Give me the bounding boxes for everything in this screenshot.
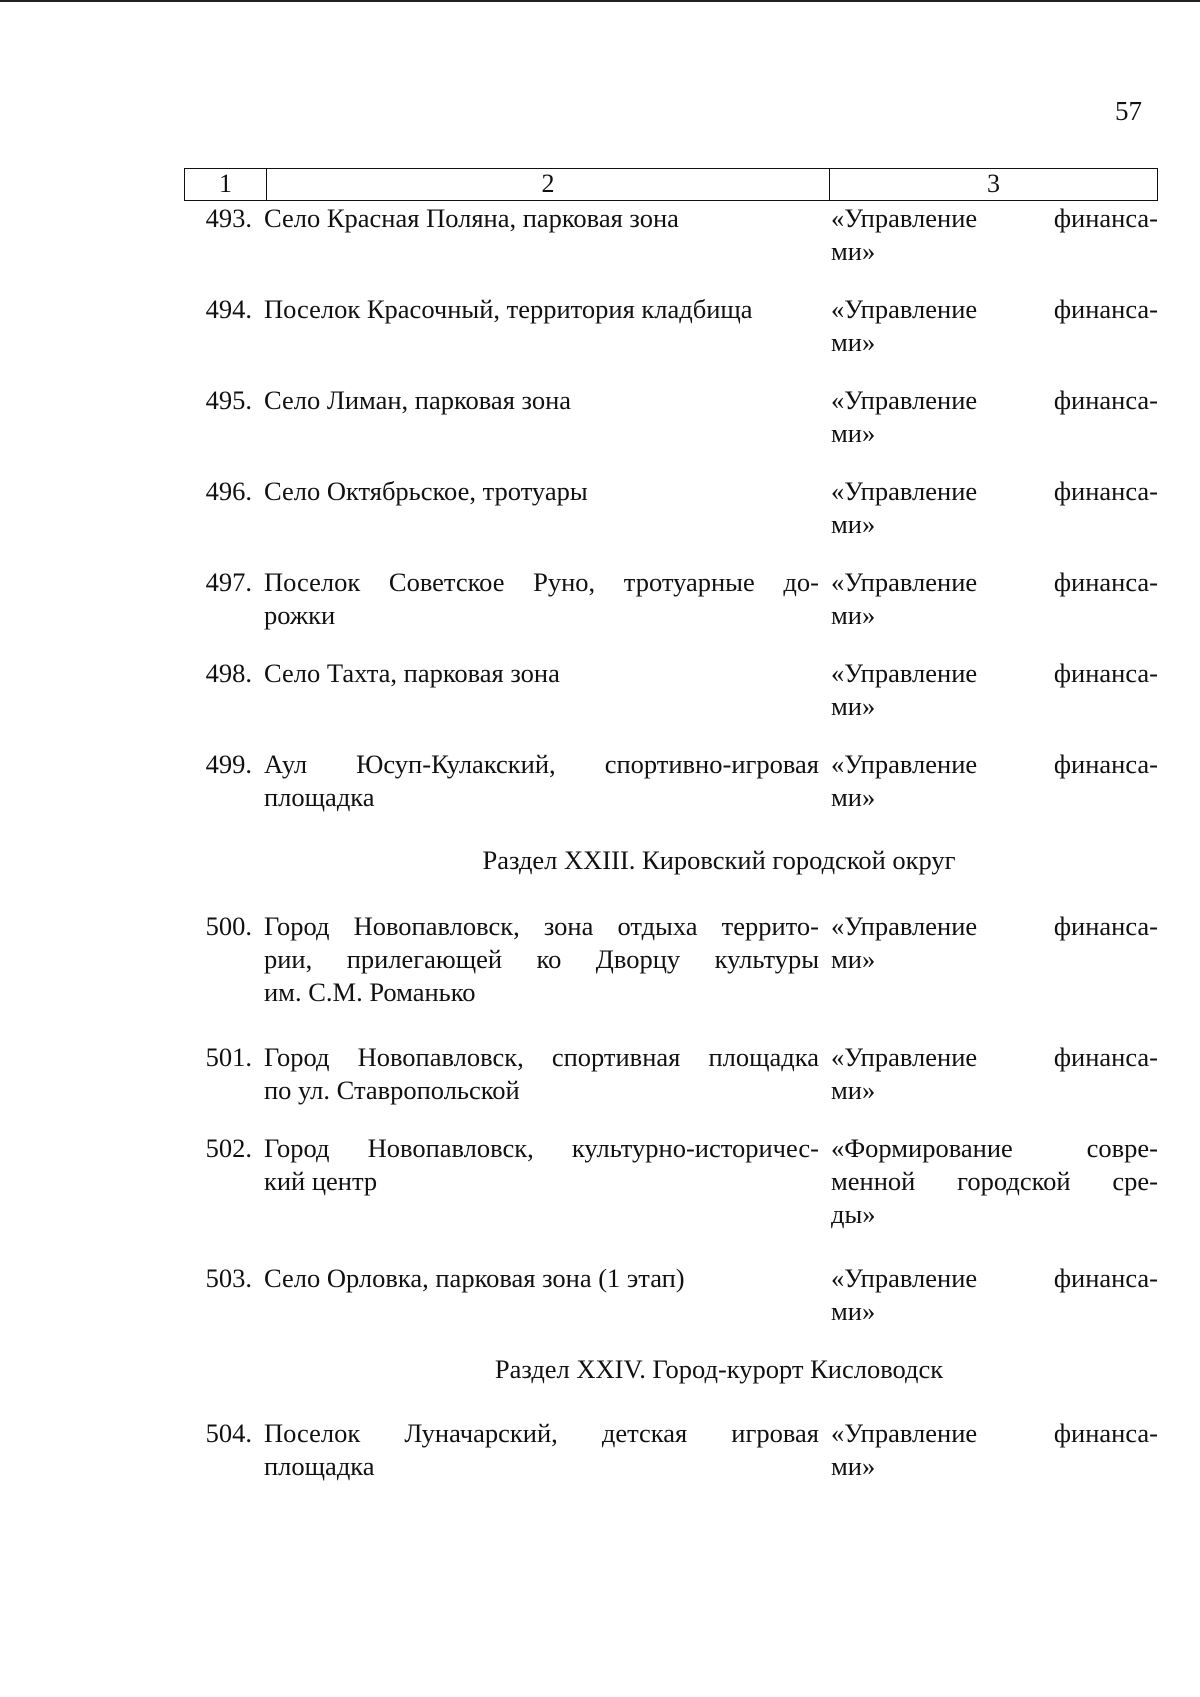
- row-number: 501.: [205, 1042, 252, 1072]
- row-number: 500.: [205, 911, 252, 941]
- row-number: 497.: [205, 567, 252, 597]
- program-name: «Управление финанса- ми»: [831, 567, 1158, 630]
- object-name: Село Лиман, парковая зона: [264, 385, 572, 415]
- table-row: [184, 1417, 1158, 1487]
- object-name: Город Новопавловск, спортивная площадка по ул. Ставропольской: [264, 1042, 819, 1105]
- table-row: [184, 202, 1158, 293]
- table-row: [184, 748, 1158, 844]
- row-number: 494.: [205, 294, 252, 324]
- table-row: [184, 1041, 1158, 1132]
- table-row: [184, 1132, 1158, 1262]
- top-border-line: [0, 0, 1200, 2]
- object-name: Село Красная Поляна, парковая зона: [264, 203, 679, 233]
- program-name: «Управление финанса- ми»: [831, 203, 1158, 266]
- program-name: «Управление финанса- ми»: [831, 476, 1158, 539]
- table-row: [184, 910, 1158, 1041]
- table-header: [184, 168, 1158, 201]
- row-number: 503.: [205, 1263, 252, 1293]
- program-name: «Формирование совре- менной городской сре- ды»: [831, 1133, 1158, 1229]
- object-name: Поселок Советское Руно, тротуарные до- рожки: [264, 567, 819, 630]
- row-number: 502.: [205, 1133, 252, 1163]
- column-header-2: 2: [267, 169, 830, 200]
- column-header-1: 1: [185, 169, 267, 200]
- row-number: 496.: [205, 476, 252, 506]
- program-name: «Управление финанса- ми»: [831, 911, 1158, 974]
- section-title: Раздел XXIII. Кировский городской округ: [482, 845, 956, 875]
- table-body: [184, 202, 1158, 1487]
- table-row: [184, 566, 1158, 657]
- object-name: Поселок Луначарский, детская игровая площадка: [264, 1418, 819, 1481]
- object-name: Город Новопавловск, культурно-историчес- кий центр: [264, 1133, 819, 1196]
- table-row: [184, 1262, 1158, 1353]
- program-name: «Управление финанса- ми»: [831, 749, 1158, 812]
- row-number: 493.: [205, 203, 252, 233]
- table-row: [184, 293, 1158, 384]
- program-name: «Управление финанса- ми»: [831, 294, 1158, 357]
- section-title: Раздел XXIV. Город-курорт Кисловодск: [494, 1354, 944, 1384]
- program-name: «Управление финанса- ми»: [831, 1042, 1158, 1105]
- row-number: 504.: [205, 1418, 252, 1448]
- row-number: 498.: [205, 658, 252, 688]
- table-row: [184, 475, 1158, 566]
- program-name: «Управление финанса- ми»: [831, 1263, 1158, 1326]
- column-header-3: 3: [987, 169, 1000, 198]
- page-number: 57: [1115, 96, 1142, 126]
- program-name: «Управление финанса- ми»: [831, 385, 1158, 448]
- object-name: Город Новопавловск, зона отдыха террито- рии, прилегающей ко Дворцу культуры им. С.М. Романько: [264, 911, 819, 1007]
- row-number: 499.: [205, 749, 252, 779]
- row-number: 495.: [205, 385, 252, 415]
- table-row: [184, 657, 1158, 748]
- object-name: Поселок Красочный, территория кладбища: [264, 294, 753, 324]
- program-name: «Управление финанса- ми»: [831, 658, 1158, 721]
- program-name: «Управление финанса- ми»: [831, 1418, 1158, 1481]
- object-name: Село Орловка, парковая зона (1 этап): [264, 1263, 685, 1293]
- object-name: Аул Юсуп-Кулакский, спортивно-игровая площадка: [264, 749, 819, 812]
- object-name: Село Тахта, парковая зона: [264, 658, 560, 688]
- table-row: [184, 384, 1158, 475]
- object-name: Село Октябрьское, тротуары: [264, 476, 588, 506]
